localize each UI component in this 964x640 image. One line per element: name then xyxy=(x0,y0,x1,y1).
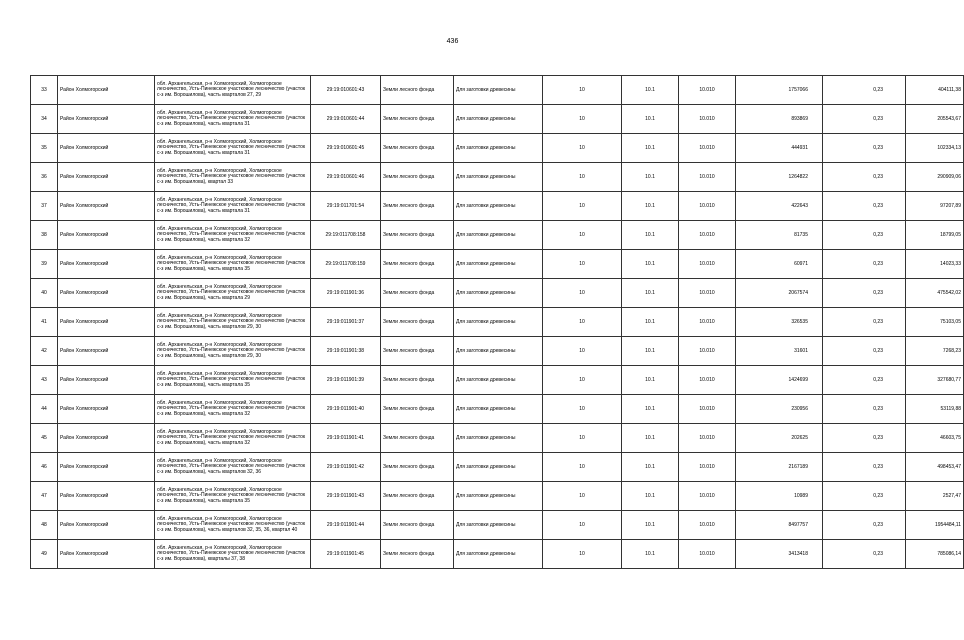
area-cell: 2067574 xyxy=(736,279,823,308)
land-category-cell: Земли лесного фонда xyxy=(381,221,454,250)
row-number: 43 xyxy=(31,366,58,395)
table-row xyxy=(31,366,964,395)
address-cell: обл. Архангельская, р-н Холмогорский, Холмогорское лесничество, Усть-Пинежское участковое лесничество (участок с-з им. Ворошилова), часть квартала 32 xyxy=(155,424,311,453)
area-cell: 3413418 xyxy=(736,540,823,569)
district-cell: Район Холмогорский xyxy=(58,308,155,337)
address-cell: обл. Архангельская, р-н Холмогорский, Холмогорское лесничество, Усть-Пинежское участковое лесничество (участок с-з им. Ворошилова), часть кварталов 29, 30 xyxy=(155,337,311,366)
row-number: 46 xyxy=(31,453,58,482)
rate-cell: 0,23 xyxy=(823,163,906,192)
cadastral-value-cell: 75103,05 xyxy=(906,308,964,337)
use-code-cell: 10.010 xyxy=(679,250,736,279)
land-category-cell: Земли лесного фонда xyxy=(381,105,454,134)
row-number: 39 xyxy=(31,250,58,279)
permitted-use-cell: Для заготовки древесины xyxy=(454,482,543,511)
cadastral-number-cell: 29:19:010601:45 xyxy=(311,134,381,163)
cadastral-number-cell: 29:19:011901:42 xyxy=(311,453,381,482)
address-cell: обл. Архангельская, р-н Холмогорский, Холмогорское лесничество, Усть-Пинежское участковое лесничество (участок с-з им. Ворошилова), часть квартала 32 xyxy=(155,221,311,250)
table-row xyxy=(31,308,964,337)
address-cell: обл. Архангельская, р-н Холмогорский, Холмогорское лесничество, Усть-Пинежское участковое лесничество (участок с-з им. Ворошилова), часть квартала 31 xyxy=(155,105,311,134)
table-row xyxy=(31,540,964,569)
district-cell: Район Холмогорский xyxy=(58,192,155,221)
group-code-cell: 10 xyxy=(543,134,622,163)
row-number: 34 xyxy=(31,105,58,134)
use-code-cell: 10.010 xyxy=(679,279,736,308)
subgroup-code-cell: 10.1 xyxy=(622,337,679,366)
use-code-cell: 10.010 xyxy=(679,337,736,366)
group-code-cell: 10 xyxy=(543,192,622,221)
group-code-cell: 10 xyxy=(543,424,622,453)
district-cell: Район Холмогорский xyxy=(58,511,155,540)
subgroup-code-cell: 10.1 xyxy=(622,424,679,453)
table-row xyxy=(31,105,964,134)
row-number: 40 xyxy=(31,279,58,308)
rate-cell: 0,23 xyxy=(823,482,906,511)
cadastral-number-cell: 29:19:011901:45 xyxy=(311,540,381,569)
use-code-cell: 10.010 xyxy=(679,453,736,482)
permitted-use-cell: Для заготовки древесины xyxy=(454,424,543,453)
land-category-cell: Земли лесного фонда xyxy=(381,163,454,192)
area-cell: 8497757 xyxy=(736,511,823,540)
subgroup-code-cell: 10.1 xyxy=(622,76,679,105)
address-cell: обл. Архангельская, р-н Холмогорский, Холмогорское лесничество, Усть-Пинежское участковое лесничество (участок с-з им. Ворошилова), часть квартала 31 xyxy=(155,134,311,163)
group-code-cell: 10 xyxy=(543,308,622,337)
permitted-use-cell: Для заготовки древесины xyxy=(454,192,543,221)
subgroup-code-cell: 10.1 xyxy=(622,453,679,482)
subgroup-code-cell: 10.1 xyxy=(622,192,679,221)
use-code-cell: 10.010 xyxy=(679,366,736,395)
permitted-use-cell: Для заготовки древесины xyxy=(454,453,543,482)
subgroup-code-cell: 10.1 xyxy=(622,134,679,163)
district-cell: Район Холмогорский xyxy=(58,337,155,366)
district-cell: Район Холмогорский xyxy=(58,163,155,192)
row-number: 45 xyxy=(31,424,58,453)
cadastral-value-cell: 102334,13 xyxy=(906,134,964,163)
land-registry-table xyxy=(30,75,964,569)
group-code-cell: 10 xyxy=(543,250,622,279)
land-category-cell: Земли лесного фонда xyxy=(381,250,454,279)
table-row xyxy=(31,424,964,453)
subgroup-code-cell: 10.1 xyxy=(622,163,679,192)
area-cell: 230956 xyxy=(736,395,823,424)
rate-cell: 0,23 xyxy=(823,424,906,453)
land-category-cell: Земли лесного фонда xyxy=(381,192,454,221)
cadastral-value-cell: 46603,75 xyxy=(906,424,964,453)
cadastral-value-cell: 327680,77 xyxy=(906,366,964,395)
cadastral-number-cell: 29:19:011901:36 xyxy=(311,279,381,308)
page-number: 436 xyxy=(446,38,459,45)
rate-cell: 0,23 xyxy=(823,221,906,250)
table-row xyxy=(31,395,964,424)
cadastral-number-cell: 29:19:011901:43 xyxy=(311,482,381,511)
district-cell: Район Холмогорский xyxy=(58,395,155,424)
row-number: 49 xyxy=(31,540,58,569)
cadastral-value-cell: 14023,33 xyxy=(906,250,964,279)
permitted-use-cell: Для заготовки древесины xyxy=(454,511,543,540)
group-code-cell: 10 xyxy=(543,482,622,511)
use-code-cell: 10.010 xyxy=(679,221,736,250)
table-row xyxy=(31,482,964,511)
cadastral-number-cell: 29:19:011901:37 xyxy=(311,308,381,337)
group-code-cell: 10 xyxy=(543,279,622,308)
area-cell: 202625 xyxy=(736,424,823,453)
rate-cell: 0,23 xyxy=(823,279,906,308)
use-code-cell: 10.010 xyxy=(679,105,736,134)
cadastral-value-cell: 53119,88 xyxy=(906,395,964,424)
area-cell: 1424699 xyxy=(736,366,823,395)
area-cell: 60971 xyxy=(736,250,823,279)
area-cell: 444931 xyxy=(736,134,823,163)
table-row xyxy=(31,192,964,221)
rate-cell: 0,23 xyxy=(823,366,906,395)
land-category-cell: Земли лесного фонда xyxy=(381,395,454,424)
cadastral-value-cell: 18799,05 xyxy=(906,221,964,250)
cadastral-number-cell: 29:19:011901:40 xyxy=(311,395,381,424)
row-number: 47 xyxy=(31,482,58,511)
cadastral-value-cell: 2527,47 xyxy=(906,482,964,511)
area-cell: 81735 xyxy=(736,221,823,250)
table-row xyxy=(31,250,964,279)
row-number: 33 xyxy=(31,76,58,105)
rate-cell: 0,23 xyxy=(823,76,906,105)
permitted-use-cell: Для заготовки древесины xyxy=(454,308,543,337)
permitted-use-cell: Для заготовки древесины xyxy=(454,395,543,424)
district-cell: Район Холмогорский xyxy=(58,540,155,569)
land-category-cell: Земли лесного фонда xyxy=(381,134,454,163)
subgroup-code-cell: 10.1 xyxy=(622,395,679,424)
land-category-cell: Земли лесного фонда xyxy=(381,540,454,569)
address-cell: обл. Архангельская, р-н Холмогорский, Холмогорское лесничество, Усть-Пинежское участковое лесничество (участок с-з им. Ворошилова), часть кварталов 32, 36 xyxy=(155,453,311,482)
rate-cell: 0,23 xyxy=(823,337,906,366)
rate-cell: 0,23 xyxy=(823,192,906,221)
subgroup-code-cell: 10.1 xyxy=(622,221,679,250)
cadastral-value-cell: 290909,06 xyxy=(906,163,964,192)
cadastral-value-cell: 475542,02 xyxy=(906,279,964,308)
cadastral-number-cell: 29:19:010601:44 xyxy=(311,105,381,134)
permitted-use-cell: Для заготовки древесины xyxy=(454,105,543,134)
cadastral-value-cell: 1954484,11 xyxy=(906,511,964,540)
rate-cell: 0,23 xyxy=(823,453,906,482)
land-category-cell: Земли лесного фонда xyxy=(381,337,454,366)
cadastral-number-cell: 29:19:010601:43 xyxy=(311,76,381,105)
land-category-cell: Земли лесного фонда xyxy=(381,76,454,105)
row-number: 37 xyxy=(31,192,58,221)
area-cell: 422643 xyxy=(736,192,823,221)
address-cell: обл. Архангельская, р-н Холмогорский, Холмогорское лесничество, Усть-Пинежское участковое лесничество (участок с-з им. Ворошилова), часть кварталов 32, 35, 36, квартал 40 xyxy=(155,511,311,540)
table-row xyxy=(31,163,964,192)
rate-cell: 0,23 xyxy=(823,105,906,134)
cadastral-value-cell: 785086,14 xyxy=(906,540,964,569)
group-code-cell: 10 xyxy=(543,511,622,540)
land-category-cell: Земли лесного фонда xyxy=(381,511,454,540)
table-row xyxy=(31,511,964,540)
district-cell: Район Холмогорский xyxy=(58,134,155,163)
cadastral-value-cell: 404111,38 xyxy=(906,76,964,105)
table-row xyxy=(31,221,964,250)
area-cell: 2167189 xyxy=(736,453,823,482)
use-code-cell: 10.010 xyxy=(679,308,736,337)
land-category-cell: Земли лесного фонда xyxy=(381,308,454,337)
land-category-cell: Земли лесного фонда xyxy=(381,424,454,453)
permitted-use-cell: Для заготовки древесины xyxy=(454,337,543,366)
group-code-cell: 10 xyxy=(543,366,622,395)
address-cell: обл. Архангельская, р-н Холмогорский, Холмогорское лесничество, Усть-Пинежское участковое лесничество (участок с-з им. Ворошилова), часть квартала 29 xyxy=(155,279,311,308)
group-code-cell: 10 xyxy=(543,105,622,134)
cadastral-number-cell: 29:19:011901:39 xyxy=(311,366,381,395)
area-cell: 893869 xyxy=(736,105,823,134)
use-code-cell: 10.010 xyxy=(679,482,736,511)
use-code-cell: 10.010 xyxy=(679,511,736,540)
district-cell: Район Холмогорский xyxy=(58,221,155,250)
permitted-use-cell: Для заготовки древесины xyxy=(454,279,543,308)
cadastral-number-cell: 29:19:010601:46 xyxy=(311,163,381,192)
group-code-cell: 10 xyxy=(543,76,622,105)
group-code-cell: 10 xyxy=(543,221,622,250)
cadastral-number-cell: 29:19:011901:44 xyxy=(311,511,381,540)
land-category-cell: Земли лесного фонда xyxy=(381,366,454,395)
area-cell: 31601 xyxy=(736,337,823,366)
cadastral-number-cell: 29:19:011901:38 xyxy=(311,337,381,366)
subgroup-code-cell: 10.1 xyxy=(622,482,679,511)
subgroup-code-cell: 10.1 xyxy=(622,540,679,569)
subgroup-code-cell: 10.1 xyxy=(622,250,679,279)
district-cell: Район Холмогорский xyxy=(58,424,155,453)
address-cell: обл. Архангельская, р-н Холмогорский, Холмогорское лесничество, Усть-Пинежское участковое лесничество (участок с-з им. Ворошилова), кварталы 37, 38 xyxy=(155,540,311,569)
area-cell: 1264822 xyxy=(736,163,823,192)
district-cell: Район Холмогорский xyxy=(58,76,155,105)
rate-cell: 0,23 xyxy=(823,134,906,163)
table-body xyxy=(31,76,964,569)
use-code-cell: 10.010 xyxy=(679,540,736,569)
group-code-cell: 10 xyxy=(543,163,622,192)
address-cell: обл. Архангельская, р-н Холмогорский, Холмогорское лесничество, Усть-Пинежское участковое лесничество (участок с-з им. Ворошилова), часть квартала 31 xyxy=(155,192,311,221)
district-cell: Район Холмогорский xyxy=(58,105,155,134)
cadastral-value-cell: 205543,67 xyxy=(906,105,964,134)
use-code-cell: 10.010 xyxy=(679,163,736,192)
row-number: 38 xyxy=(31,221,58,250)
address-cell: обл. Архангельская, р-н Холмогорский, Холмогорское лесничество, Усть-Пинежское участковое лесничество (участок с-з им. Ворошилова), часть кварталов 29, 30 xyxy=(155,308,311,337)
table-row xyxy=(31,337,964,366)
row-number: 35 xyxy=(31,134,58,163)
district-cell: Район Холмогорский xyxy=(58,482,155,511)
use-code-cell: 10.010 xyxy=(679,134,736,163)
cadastral-value-cell: 97207,89 xyxy=(906,192,964,221)
address-cell: обл. Архангельская, р-н Холмогорский, Холмогорское лесничество, Усть-Пинежское участковое лесничество (участок с-з им. Ворошилова), часть квартала 35 xyxy=(155,482,311,511)
table-row xyxy=(31,134,964,163)
area-cell: 1757066 xyxy=(736,76,823,105)
table-row xyxy=(31,76,964,105)
use-code-cell: 10.010 xyxy=(679,192,736,221)
address-cell: обл. Архангельская, р-н Холмогорский, Холмогорское лесничество, Усть-Пинежское участковое лесничество (участок с-з им. Ворошилова), квартал 33 xyxy=(155,163,311,192)
row-number: 44 xyxy=(31,395,58,424)
permitted-use-cell: Для заготовки древесины xyxy=(454,134,543,163)
rate-cell: 0,23 xyxy=(823,308,906,337)
permitted-use-cell: Для заготовки древесины xyxy=(454,221,543,250)
permitted-use-cell: Для заготовки древесины xyxy=(454,366,543,395)
land-category-cell: Земли лесного фонда xyxy=(381,482,454,511)
district-cell: Район Холмогорский xyxy=(58,279,155,308)
address-cell: обл. Архангельская, р-н Холмогорский, Холмогорское лесничество, Усть-Пинежское участковое лесничество (участок с-з им. Ворошилова), часть квартала 35 xyxy=(155,366,311,395)
address-cell: обл. Архангельская, р-н Холмогорский, Холмогорское лесничество, Усть-Пинежское участковое лесничество (участок с-з им. Ворошилова), часть квартала 32 xyxy=(155,395,311,424)
group-code-cell: 10 xyxy=(543,337,622,366)
subgroup-code-cell: 10.1 xyxy=(622,105,679,134)
land-category-cell: Земли лесного фонда xyxy=(381,453,454,482)
address-cell: обл. Архангельская, р-н Холмогорский, Холмогорское лесничество, Усть-Пинежское участковое лесничество (участок с-з им. Ворошилова), часть квартала 35 xyxy=(155,250,311,279)
rate-cell: 0,23 xyxy=(823,250,906,279)
subgroup-code-cell: 10.1 xyxy=(622,366,679,395)
group-code-cell: 10 xyxy=(543,395,622,424)
permitted-use-cell: Для заготовки древесины xyxy=(454,76,543,105)
group-code-cell: 10 xyxy=(543,540,622,569)
cadastral-value-cell: 498453,47 xyxy=(906,453,964,482)
cadastral-number-cell: 29:19:011708:159 xyxy=(311,250,381,279)
district-cell: Район Холмогорский xyxy=(58,366,155,395)
rate-cell: 0,23 xyxy=(823,511,906,540)
subgroup-code-cell: 10.1 xyxy=(622,279,679,308)
row-number: 48 xyxy=(31,511,58,540)
permitted-use-cell: Для заготовки древесины xyxy=(454,163,543,192)
permitted-use-cell: Для заготовки древесины xyxy=(454,540,543,569)
table-row xyxy=(31,279,964,308)
permitted-use-cell: Для заготовки древесины xyxy=(454,250,543,279)
use-code-cell: 10.010 xyxy=(679,395,736,424)
subgroup-code-cell: 10.1 xyxy=(622,308,679,337)
district-cell: Район Холмогорский xyxy=(58,250,155,279)
area-cell: 10989 xyxy=(736,482,823,511)
row-number: 36 xyxy=(31,163,58,192)
cadastral-value-cell: 7268,23 xyxy=(906,337,964,366)
row-number: 42 xyxy=(31,337,58,366)
group-code-cell: 10 xyxy=(543,453,622,482)
cadastral-number-cell: 29:19:011901:41 xyxy=(311,424,381,453)
row-number: 41 xyxy=(31,308,58,337)
land-category-cell: Земли лесного фонда xyxy=(381,279,454,308)
area-cell: 326535 xyxy=(736,308,823,337)
use-code-cell: 10.010 xyxy=(679,424,736,453)
rate-cell: 0,23 xyxy=(823,540,906,569)
subgroup-code-cell: 10.1 xyxy=(622,511,679,540)
address-cell: обл. Архангельская, р-н Холмогорский, Холмогорское лесничество, Усть-Пинежское участковое лесничество (участок с-з им. Ворошилова), часть кварталов 27, 29 xyxy=(155,76,311,105)
cadastral-number-cell: 29:19:011708:158 xyxy=(311,221,381,250)
rate-cell: 0,23 xyxy=(823,395,906,424)
table-row xyxy=(31,453,964,482)
district-cell: Район Холмогорский xyxy=(58,453,155,482)
use-code-cell: 10.010 xyxy=(679,76,736,105)
cadastral-number-cell: 29:19:011701:54 xyxy=(311,192,381,221)
